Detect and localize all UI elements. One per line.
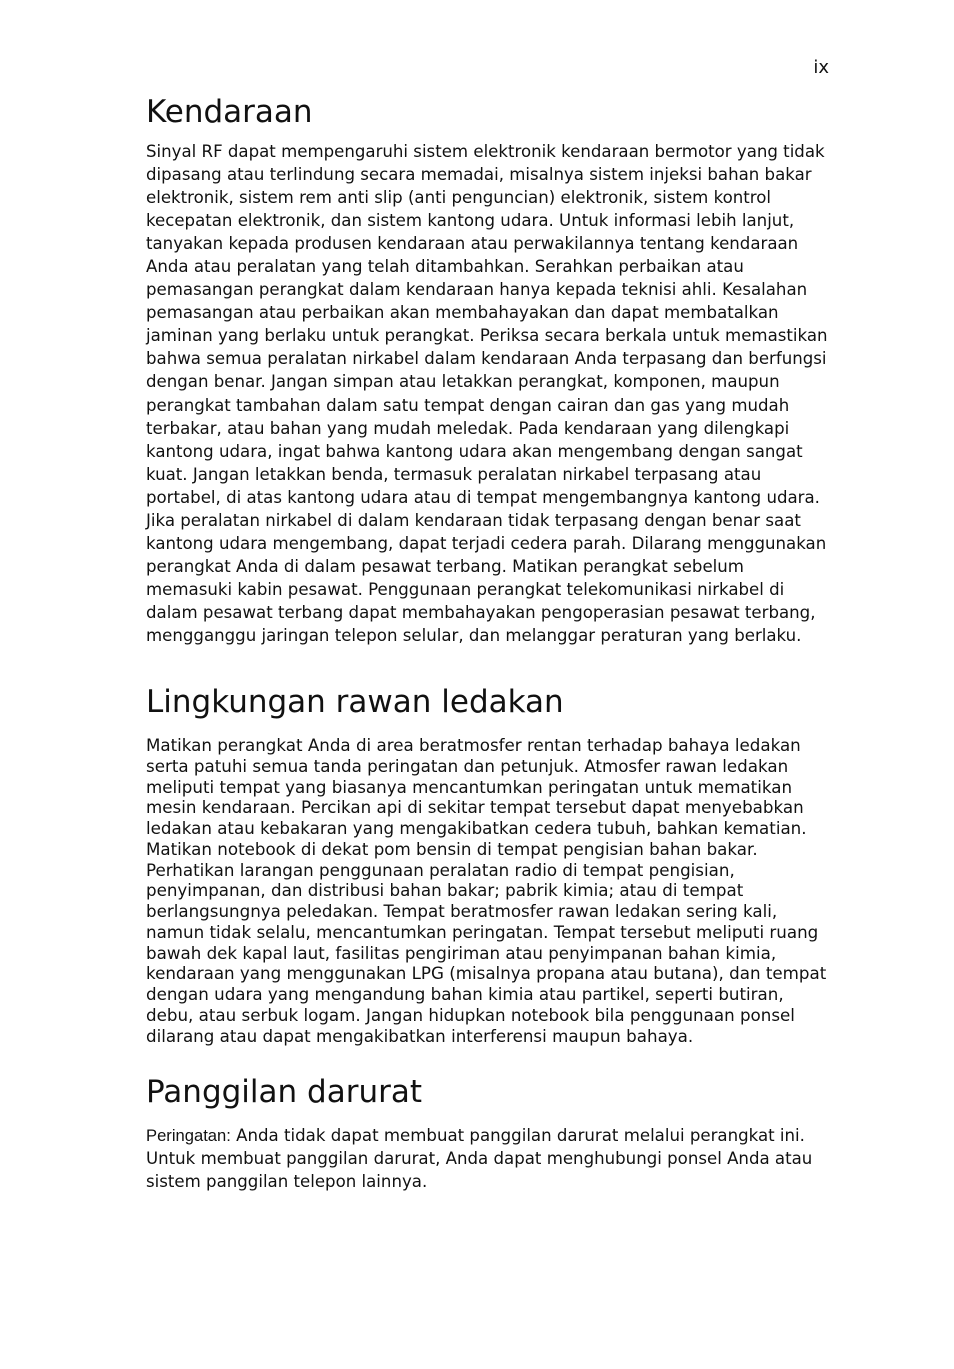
warning-label: Peringatan: [146,1126,231,1146]
section-body-panggilan-darurat [146,1124,828,1193]
section-body-lingkungan-rawan-ledakan: Matikan perangkat Anda di area beratmosfer rentan terhadap bahaya ledakan serta patuhi semua tanda peringatan dan petunjuk. Atmosfer rawan ledakan meliputi tempat yang biasanya mencantumkan peringatan untuk mematikan mesin kendaraan. Percikan api di sekitar tempat tersebut dapat menyebabkan ledakan atau kebakaran yang mengakibatkan cedera tubuh, bahkan kematian. Matikan notebook di dekat pom bensin di tempat pengisian bahan bakar. Perhatikan larangan penggunaan peralatan radio di tempat pengisian, penyimpanan, dan distribusi bahan bakar; pabrik kimia; atau di tempat berlangsungnya peledakan. Tempat beratmosfer rawan ledakan sering kali, namun tidak selalu, mencantumkan peringatan. Tempat tersebut meliputi ruang bawah dek kapal laut, fasilitas pengiriman atau penyimpanan bahan kimia, kendaraan yang menggunakan LPG (misalnya propana atau butana), dan tempat dengan udara yang mengandung bahan kimia atau partikel, seperti butiran, debu, atau serbuk logam. Jangan hidupkan notebook bila penggunaan ponsel dilarang atau dapat mengakibatkan interferensi maupun bahaya. [146,735,827,1046]
page-number: ix [813,57,829,78]
section-heading-panggilan-darurat: Panggilan darurat [146,1074,422,1111]
warning-text: Anda tidak dapat membuat panggilan darurat melalui perangkat ini. Untuk membuat panggilan darurat, Anda dapat menghubungi ponsel Anda atau sistem panggilan telepon lainnya. [146,1126,813,1192]
document-body [146,92,828,1193]
section-heading-kendaraan: Kendaraan [146,94,313,130]
section-heading-lingkungan-rawan-ledakan: Lingkungan rawan ledakan [146,684,564,721]
section-body-kendaraan: Sinyal RF dapat mempengaruhi sistem elektronik kendaraan bermotor yang tidak dipasang atau terlindung secara memadai, misalnya sistem injeksi bahan bakar elektronik, sistem rem anti slip (anti penguncian) elektronik, sistem kontrol kecepatan elektronik, dan sistem kantong udara. Untuk informasi lebih lanjut, tanyakan kepada produsen kendaraan atau perwakilannya tentang kendaraan Anda atau peralatan yang telah ditambahkan. Serahkan perbaikan atau pemasangan perangkat dalam kendaraan hanya kepada teknisi ahli. Kesalahan pemasangan atau perbaikan akan membahayakan dan dapat membatalkan jaminan yang berlaku untuk perangkat. Periksa secara berkala untuk memastikan bahwa semua peralatan nirkabel dalam kendaraan Anda terpasang dan berfungsi dengan benar. Jangan simpan atau letakkan perangkat, komponen, maupun perangkat tambahan dalam satu tempat dengan cairan dan gas yang mudah terbakar, atau bahan yang mudah meledak. Pada kendaraan yang dilengkapi kantong udara, ingat bahwa kantong udara akan mengembang dengan sangat kuat. Jangan letakkan benda, termasuk peralatan nirkabel terpasang atau portabel, di atas kantong udara atau di tempat mengembangnya kantong udara. Jika peralatan nirkabel di dalam kendaraan tidak terpasang dengan benar saat kantong udara mengembang, dapat terjadi cedera parah. Dilarang menggunakan perangkat Anda di dalam pesawat terbang. Matikan perangkat sebelum memasuki kabin pesawat. Penggunaan perangkat telekomunikasi nirkabel di dalam pesawat terbang dapat membahayakan pengoperasian pesawat terbang, mengganggu jaringan telepon selular, dan melanggar peraturan yang berlaku. [146,142,828,645]
